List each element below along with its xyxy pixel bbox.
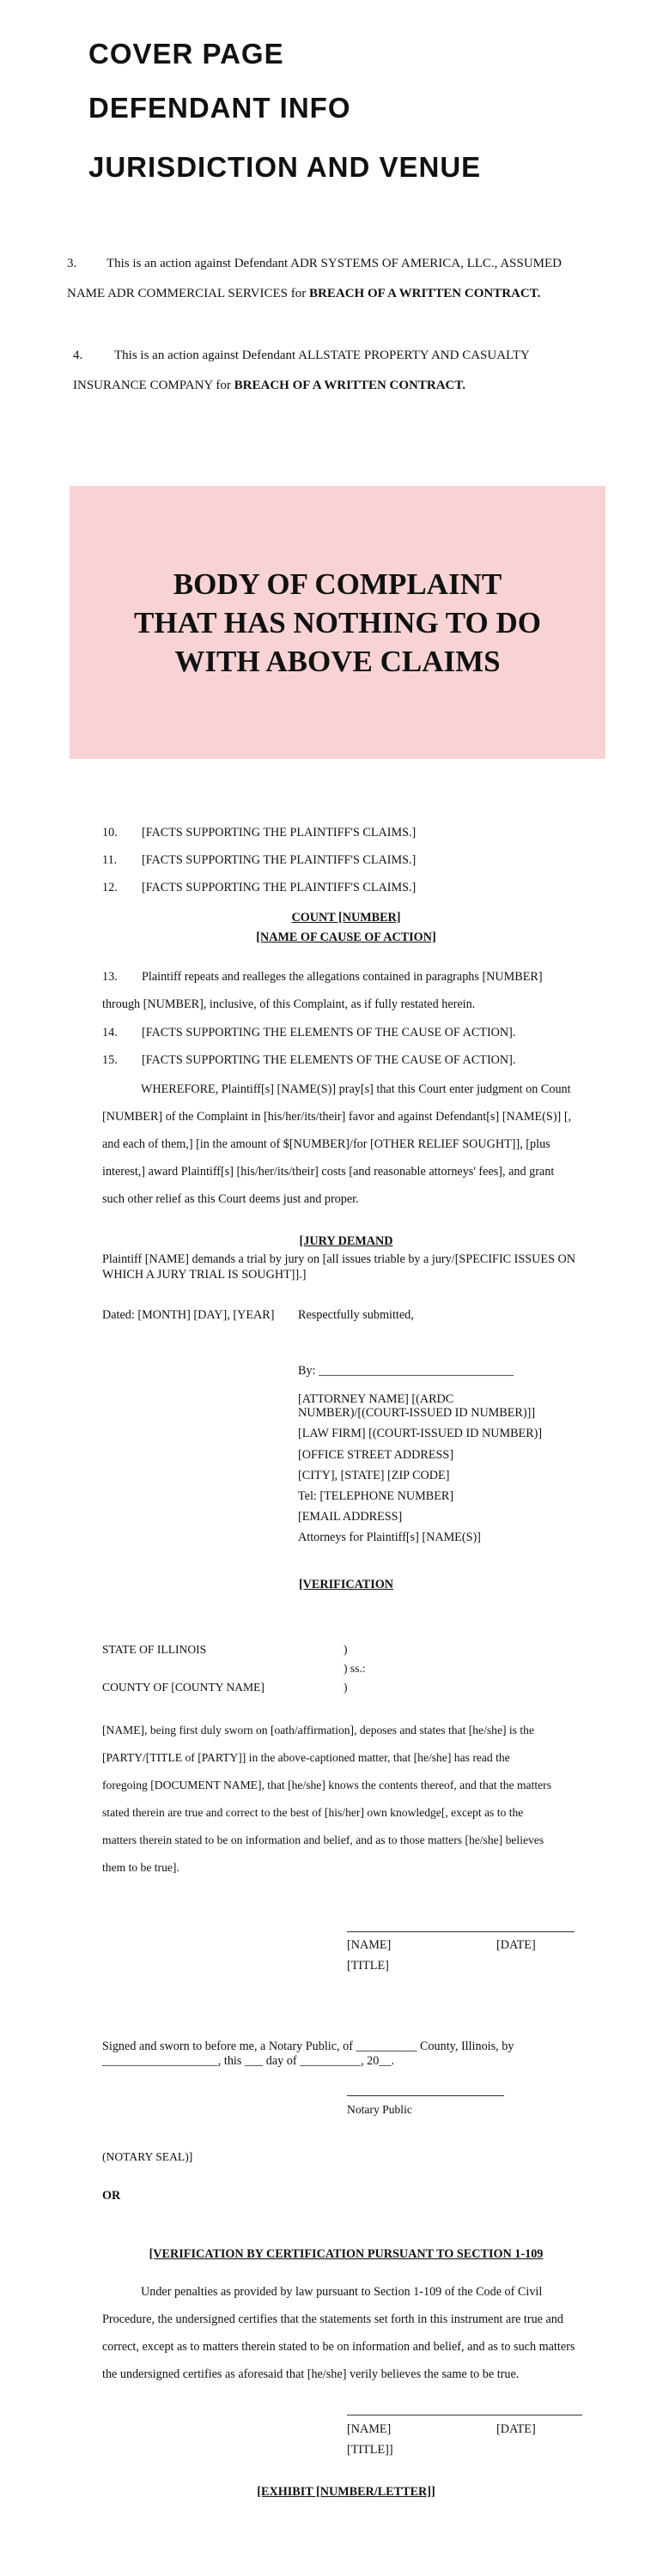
attorney-line: [LAW FIRM] [(COURT-ISSUED ID NUMBER)] [298, 1427, 543, 1441]
attorney-line: NUMBER)/[(COURT-ISSUED ID NUMBER)]] [298, 1406, 536, 1421]
para-text: This is an action against Defendant ADR SYSTEMS OF AMERICA, LLC., ASSUMED [106, 257, 563, 270]
verification-line: stated therein are true and correct to the best of [his/her] own knowledge[, except as to the [102, 1806, 524, 1819]
ss-label: ) ss.: [344, 1662, 366, 1675]
paragraph-3 [67, 249, 617, 309]
count-subtitle: [NAME OF CAUSE OF ACTION] [256, 930, 436, 944]
notary-public-label: Notary Public [347, 2103, 412, 2116]
wherefore-paragraph [102, 1076, 617, 1213]
attorney-line: Tel: [TELEPHONE NUMBER] [298, 1489, 454, 1504]
list-item [102, 846, 416, 874]
para-number: 13. [102, 970, 118, 984]
notary-rule [347, 2095, 504, 2096]
item-text: [FACTS SUPPORTING THE ELEMENTS OF THE CAUSE OF ACTION]. [142, 1026, 516, 1039]
county-label: COUNTY OF [COUNTY NAME] [102, 1681, 265, 1694]
state-label: STATE OF ILLINOIS [102, 1643, 207, 1656]
attorney-line: [CITY], [STATE] [ZIP CODE] [298, 1468, 450, 1482]
notary-paragraph [102, 2040, 617, 2069]
para-bold-text: BREACH OF A WRITTEN CONTRACT. [234, 379, 466, 392]
verification-body [102, 1717, 609, 1882]
list-item [102, 1019, 515, 1046]
wherefore-line: WHEREFORE, Plaintiff[s] [NAME(S)] pray[s] that this Court enter judgment on Count [141, 1082, 571, 1096]
paragraph-4 [73, 341, 623, 401]
certification-line: Procedure, the undersigned certifies that the statements set forth in this instrument are true and [102, 2312, 563, 2326]
wherefore-line: and each of them,] [in the amount of $[NUMBER]/for [OTHER RELIEF SOUGHT]], [plus [102, 1137, 550, 1151]
jury-demand-title: [JURY DEMAND [299, 1234, 393, 1248]
sig-name: [NAME] [347, 1938, 392, 1952]
verification-title: [VERIFICATION [298, 1578, 394, 1591]
banner-line: WITH ABOVE CLAIMS [174, 644, 501, 678]
banner-line: THAT HAS NOTHING TO DO [134, 605, 541, 639]
banner-line: BODY OF COMPLAINT [173, 567, 502, 601]
item-text: [FACTS SUPPORTING THE ELEMENTS OF THE CAUSE OF ACTION]. [142, 1053, 516, 1067]
list-item [102, 819, 416, 846]
certification-line: the undersigned certifies as aforesaid that [he/she] verily believes the same to be true. [102, 2367, 520, 2381]
verification-line: matters therein stated to be on information and belief, and as to those matters [he/she] believes [102, 1834, 544, 1846]
item-number: 15. [102, 1053, 118, 1067]
paren-3: ) [344, 1681, 348, 1694]
para-number: 3. [67, 257, 77, 270]
list-item [102, 874, 416, 901]
para-text: NAME ADR COMMERCIAL SERVICES for [67, 287, 310, 300]
sig-date: [DATE] [496, 1938, 536, 1952]
paragraphs-14-15 [102, 1019, 515, 1074]
wherefore-line: interest,] award Plaintiff[s] [his/her/its/their] costs [and reasonable attorneys' fees], and grant [102, 1165, 555, 1179]
attorney-block [298, 1392, 573, 1545]
banner-text [134, 565, 541, 681]
notary-line: ___________________, this ___ day of __________, 20__. [102, 2054, 395, 2068]
count-title: COUNT [NUMBER] [291, 911, 401, 924]
para-number: 4. [73, 349, 83, 362]
jury-line: WHICH A JURY TRIAL IS SOUGHT]].] [102, 1268, 307, 1282]
verification-line: [PARTY/[TITLE of [PARTY]] in the above-captioned matter, that [he/she] has read the [102, 1751, 510, 1764]
signature-by-line: By: ________________________________ [298, 1364, 514, 1378]
attorney-line: [OFFICE STREET ADDRESS] [298, 1447, 454, 1462]
item-text: [FACTS SUPPORTING THE PLAINTIFF'S CLAIMS.] [142, 881, 417, 894]
attorney-line: Attorneys for Plaintiff[s] [NAME(S)] [298, 1530, 481, 1545]
exhibit-label: [EXHIBIT [NUMBER/LETTER]] [257, 2485, 435, 2499]
para-text: INSURANCE COMPANY for [73, 379, 234, 392]
certification-line: Under penalties as provided by law pursuant to Section 1-109 of the Code of Civil [141, 2285, 543, 2299]
jury-demand-text [102, 1252, 617, 1282]
verification-line: them to be true]. [102, 1861, 179, 1874]
attorney-line: [EMAIL ADDRESS] [298, 1510, 403, 1524]
dated-line: Dated: [MONTH] [DAY], [YEAR] [102, 1308, 275, 1322]
cert-sig-date: [DATE] [496, 2422, 536, 2436]
notary-seal: (NOTARY SEAL)] [102, 2150, 193, 2163]
item-number: 10. [102, 826, 118, 839]
paragraph-13 [102, 963, 583, 1018]
item-text: [FACTS SUPPORTING THE PLAINTIFF'S CLAIMS.] [142, 826, 417, 839]
respectfully-submitted: Respectfully submitted, [298, 1308, 414, 1322]
certification-body [102, 2278, 609, 2388]
verification-line: [NAME], being first duly sworn on [oath/affirmation], deposes and states that [he/she] is the [102, 1724, 534, 1737]
wherefore-line: such other relief as this Court deems just and proper. [102, 1192, 359, 1206]
or-label: OR [102, 2189, 121, 2203]
certification-title: [VERIFICATION BY CERTIFICATION PURSUANT TO SECTION 1-109 [149, 2247, 544, 2261]
heading-cover-page: COVER PAGE [88, 38, 284, 70]
para-text: This is an action against Defendant ALLSTATE PROPERTY AND CASUALTY [114, 349, 530, 362]
signature-rule [347, 1931, 575, 1932]
body-of-complaint-banner [70, 486, 605, 759]
paren-1: ) [344, 1643, 348, 1656]
cert-sig-name: [NAME] [347, 2422, 392, 2436]
notary-line: Signed and sworn to before me, a Notary Public, of __________ County, Illinois, by [102, 2040, 514, 2053]
item-number: 14. [102, 1026, 118, 1039]
facts-list [102, 819, 416, 901]
attorney-line: [ATTORNEY NAME] [(ARDC [298, 1392, 454, 1406]
para-bold-text: BREACH OF A WRITTEN CONTRACT. [309, 287, 541, 300]
item-text: [FACTS SUPPORTING THE PLAINTIFF'S CLAIMS.] [142, 853, 417, 867]
jury-line: Plaintiff [NAME] demands a trial by jury on [all issues triable by a jury/[SPECIFIC ISSUES ON [102, 1252, 576, 1266]
heading-defendant-info: DEFENDANT INFO [88, 92, 351, 124]
certification-line: correct, except as to matters therein stated to be on information and belief, and as to such matters [102, 2340, 575, 2354]
sig-title: [TITLE] [347, 1959, 389, 1973]
item-number: 12. [102, 881, 118, 894]
para-text: Plaintiff repeats and realleges the allegations contained in paragraphs [NUMBER] [142, 970, 543, 984]
list-item [102, 1046, 515, 1074]
para-text: through [NUMBER], inclusive, of this Complaint, as if fully restated herein. [102, 997, 476, 1011]
cert-sig-title: [TITLE]] [347, 2443, 393, 2457]
wherefore-line: [NUMBER] of the Complaint in [his/her/its/their] favor and against Defendant[s] [NAME(S)] [, [102, 1110, 572, 1124]
item-number: 11. [102, 853, 118, 867]
verification-line: foregoing [DOCUMENT NAME], that [he/she] knows the contents thereof, and that the matters [102, 1779, 551, 1791]
heading-jurisdiction-venue: JURISDICTION AND VENUE [88, 151, 482, 183]
